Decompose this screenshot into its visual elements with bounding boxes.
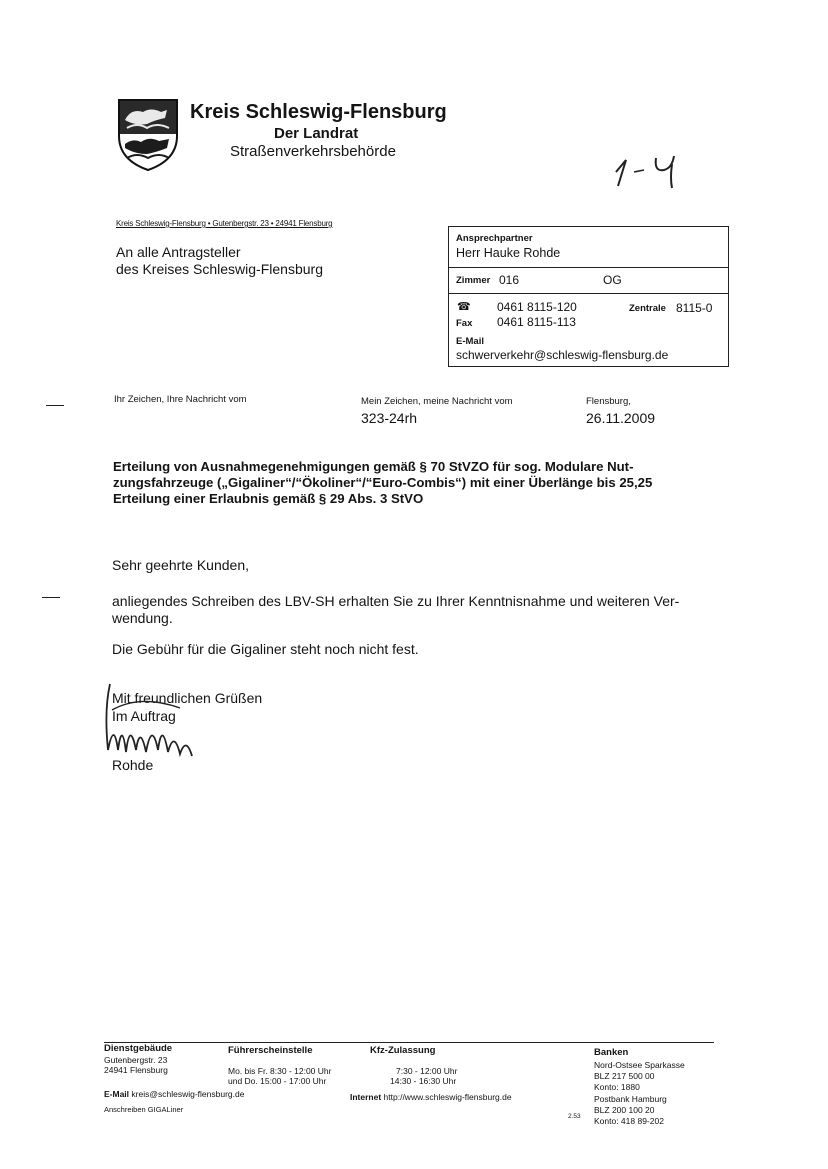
room-number: 016 bbox=[499, 273, 520, 287]
punch-mark bbox=[42, 597, 60, 598]
recipient-line-2: des Kreises Schleswig-Flensburg bbox=[116, 261, 323, 277]
contact-name: Herr Hauke Rohde bbox=[456, 246, 561, 260]
license-hours-2: und Do. 15:00 - 17:00 Uhr bbox=[228, 1076, 327, 1086]
email-label: E-Mail bbox=[456, 336, 484, 347]
fax-number: 0461 8115-113 bbox=[497, 315, 576, 329]
handwritten-signature bbox=[100, 680, 200, 760]
signer-name: Rohde bbox=[112, 757, 154, 773]
license-hours-1: Mo. bis Fr. 8:30 - 12:00 Uhr bbox=[228, 1066, 332, 1076]
handwritten-page-note bbox=[612, 150, 694, 190]
paragraph-1-line-1: anliegendes Schreiben des LBV-SH erhalten Sie zu Ihrer Kenntnisnahme und weiteren Ver- bbox=[112, 593, 680, 609]
document-name: Anschreiben GIGALiner bbox=[104, 1105, 184, 1114]
office-label: Dienstgebäude bbox=[104, 1043, 173, 1054]
contact-label: Ansprechpartner bbox=[456, 233, 533, 244]
paragraph-1-line-2: wendung. bbox=[112, 610, 173, 626]
organization-name: Kreis Schleswig-Flensburg bbox=[190, 101, 447, 123]
central-number: 8115-0 bbox=[676, 301, 713, 315]
bank-2-account: Konto: 418 89-202 bbox=[594, 1116, 664, 1126]
department-name: Straßenverkehrsbehörde bbox=[230, 143, 396, 160]
bank-2-blz: BLZ 200 100 20 bbox=[594, 1105, 655, 1115]
bank-2-name: Postbank Hamburg bbox=[594, 1094, 667, 1104]
official-title: Der Landrat bbox=[274, 125, 359, 142]
subject-line-3: Erteilung einer Erlaubnis gemäß § 29 Abs. 3 StVO bbox=[113, 491, 424, 506]
banks-label: Banken bbox=[594, 1047, 629, 1058]
footer-rule bbox=[104, 1042, 714, 1043]
footer-internet-url[interactable]: http://www.schleswig-flensburg.de bbox=[383, 1092, 512, 1102]
footer-email bbox=[104, 1089, 244, 1100]
vehicle-hours-2: 14:30 - 16:30 Uhr bbox=[390, 1076, 457, 1086]
bank-1-account: Konto: 1880 bbox=[594, 1082, 640, 1092]
phone-number: 0461 8115-120 bbox=[497, 300, 577, 314]
closing: Mit freundlichen Grüßen bbox=[112, 690, 263, 706]
our-reference-value: 323-24rh bbox=[361, 410, 418, 426]
room-row bbox=[449, 267, 728, 294]
bank-1-blz: BLZ 217 500 00 bbox=[594, 1071, 655, 1081]
subject-block bbox=[113, 459, 713, 507]
vehicle-hours-1: 7:30 - 12:00 Uhr bbox=[396, 1066, 458, 1076]
recipient-block bbox=[116, 244, 323, 278]
place-label: Flensburg, bbox=[586, 396, 631, 407]
contact-box bbox=[448, 226, 729, 367]
your-reference-label: Ihr Zeichen, Ihre Nachricht vom bbox=[114, 394, 247, 405]
license-office-label: Führerscheinstelle bbox=[228, 1045, 313, 1056]
coat-of-arms-logo bbox=[117, 98, 179, 172]
room-label: Zimmer bbox=[456, 275, 491, 286]
salutation: Sehr geehrte Kunden, bbox=[112, 557, 249, 573]
our-reference-label: Mein Zeichen, meine Nachricht vom bbox=[361, 396, 513, 407]
paragraph-1 bbox=[112, 593, 712, 627]
footer-email-label: E-Mail bbox=[104, 1089, 130, 1099]
fax-label: Fax bbox=[456, 318, 473, 329]
email-address[interactable]: schwerverkehr@schleswig-flensburg.de bbox=[456, 348, 669, 362]
office-street: Gutenbergstr. 23 bbox=[104, 1055, 168, 1065]
floor-value: OG bbox=[603, 273, 622, 287]
form-code: 2.53 bbox=[568, 1113, 581, 1120]
subject-line-2: zungsfahrzeuge („Gigaliner“/“Ökoliner“/“Euro-Combis“) mit einer Überlänge bis 25,25 bbox=[113, 475, 653, 490]
closing-by-order: Im Auftrag bbox=[112, 708, 176, 724]
telephone-icon: ☎ bbox=[457, 301, 471, 313]
recipient-line-1: An alle Antragsteller bbox=[116, 244, 241, 260]
letter-date: 26.11.2009 bbox=[586, 410, 656, 426]
vehicle-registration-label: Kfz-Zulassung bbox=[370, 1045, 436, 1056]
footer bbox=[104, 1042, 716, 1132]
paragraph-2: Die Gebühr für die Gigaliner steht noch nicht fest. bbox=[112, 641, 419, 657]
footer-email-address[interactable]: kreis@schleswig-flensburg.de bbox=[131, 1089, 245, 1099]
subject-line-1: Erteilung von Ausnahmegenehmigungen gemäß § 70 StVZO für sog. Modulare Nut- bbox=[113, 459, 634, 474]
central-label: Zentrale bbox=[629, 303, 666, 314]
return-address: Kreis Schleswig-Flensburg • Gutenbergstr. 23 • 24941 Flensburg bbox=[116, 219, 333, 228]
footer-internet bbox=[350, 1092, 512, 1103]
office-city: 24941 Flensburg bbox=[104, 1065, 168, 1075]
fold-mark-top bbox=[46, 405, 64, 406]
footer-internet-label: Internet bbox=[350, 1092, 382, 1102]
contact-person-row bbox=[449, 227, 728, 268]
bank-1-name: Nord-Ostsee Sparkasse bbox=[594, 1060, 685, 1070]
